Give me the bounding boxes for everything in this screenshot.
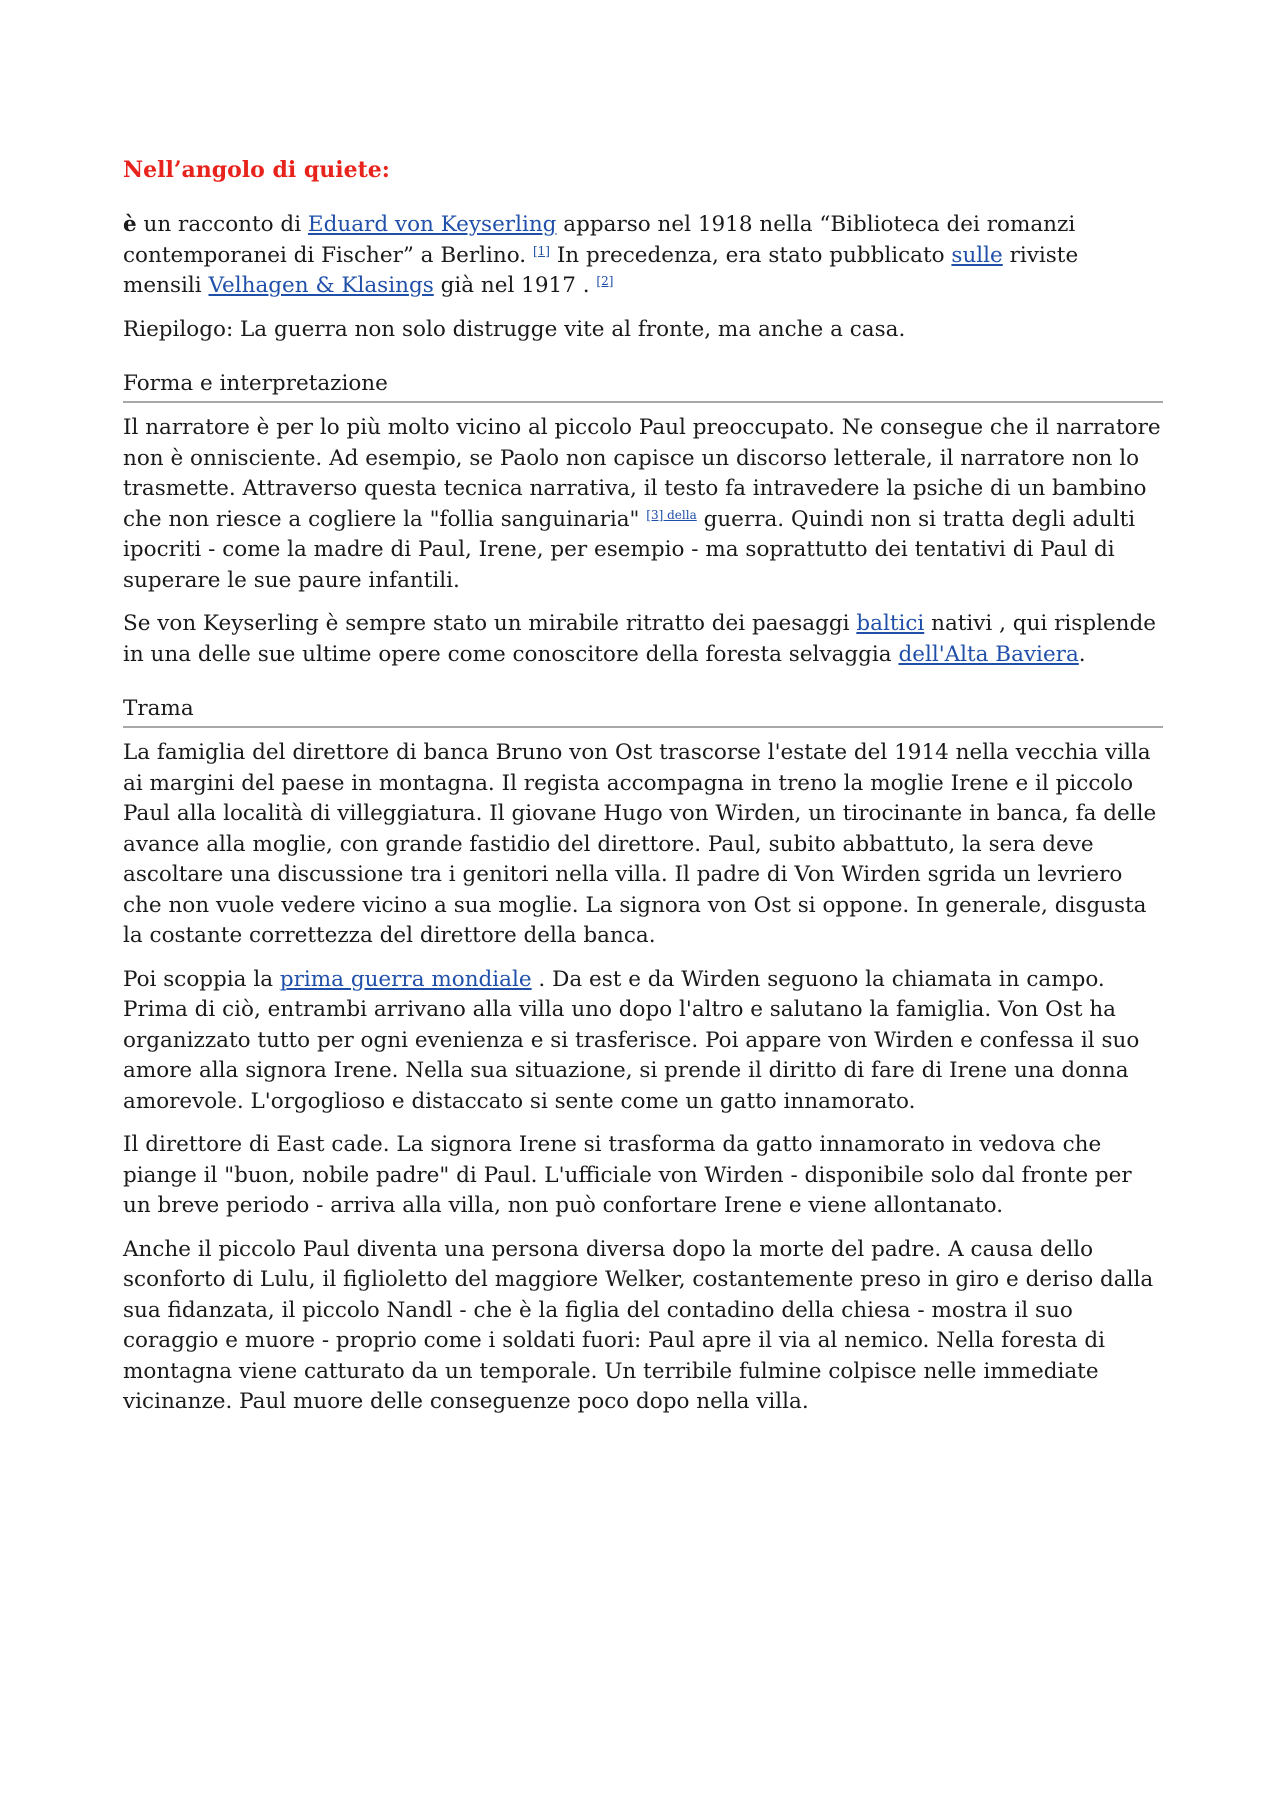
intro-text-1: un racconto di (136, 212, 308, 237)
footnote-ref-2[interactable]: [2] (596, 274, 614, 288)
form-p2-text-b: nativi , qui risplende in una delle sue ultime opere come conoscitore della foresta selvaggia (123, 611, 1157, 667)
plot-p2-text-a: Poi scoppia la (123, 966, 280, 992)
intro-text-2: apparso nel 1918 nella “Biblioteca dei romanzi contemporanei di Fischer” a Berlino. (123, 212, 1076, 268)
plot-paragraph-4: Anche il piccolo Paul diventa una persona diversa dopo la morte del padre. A causa dello sconforto di Lulu, il figlioletto del maggiore Welker, costantemente preso in giro e deriso dalla sua fidanzata, il piccolo Nandl - che è la figlia del contadino della chiesa - mostra il suo coraggio e muore - proprio come i soldati fuori: Paul apre il via al nemico. Nella foresta di montagna viene catturato da un temporale. Un terribile fulmine colpisce nelle immediate vicinanze. Paul muore delle conseguenze poco dopo nella villa. (123, 1236, 1154, 1414)
plot-paragraph-3: Il direttore di East cade. La signora Irene si trasforma da gatto innamorato in vedova che piange il "buon, nobile padre" di Paul. L'ufficiale von Wirden - disponibile solo dal fronte per un breve periodo - arriva alla villa, non può confortare Irene e viene allontanato. (123, 1132, 1132, 1218)
plot-p2-text-b: . Da est e da Wirden seguono la chiamata in campo. Prima di ciò, entrambi arrivano alla villa uno dopo l'altro e salutano la famiglia. Von Ost ha organizzato tutto per ogni evenienza e si trasferisce. Poi appare von Wirden e confessa il suo amore alla signora Irene. Nella sua situazione, si prende il diritto di fare di Irene una donna amorevole. L'orgoglioso e distaccato si sente come un gatto innamorato. (123, 966, 1140, 1114)
intro-text-5: già nel 1917 . (433, 273, 597, 298)
summary-paragraph: Riepilogo: La guerra non solo distrugge vite al fronte, ma anche a casa. (123, 316, 906, 342)
intro-text-4: riviste mensili (123, 242, 1079, 298)
footnote-ref-3[interactable]: [3] della (646, 507, 697, 522)
ww1-link[interactable]: prima guerra mondiale (279, 966, 532, 992)
baltici-link[interactable]: baltici (856, 611, 925, 636)
form-p2-text-a: Se von Keyserling è sempre stato un mirabile ritratto dei paesaggi (123, 611, 857, 636)
plot-paragraph-2 (123, 965, 1163, 1118)
form-paragraph-1 (123, 413, 1163, 596)
footnote-ref-1[interactable]: [1] (532, 243, 550, 258)
form-p2-text-c: . (1078, 641, 1086, 667)
velhagen-link[interactable]: Velhagen & Klasings (208, 273, 434, 298)
section-heading-form: Forma e interpretazione (123, 368, 1163, 403)
intro-text-3: In precedenza, era stato pubblicato (549, 242, 952, 268)
alta-baviera-link[interactable]: dell'Alta Baviera (898, 641, 1079, 667)
author-link[interactable]: Eduard von Keyserling (307, 212, 557, 237)
document-page (123, 150, 1163, 1431)
intro-bold-lead: è (123, 212, 137, 237)
document-title: Nell’angolo di quiete: (123, 157, 390, 183)
intro-paragraph (123, 210, 1163, 302)
section-heading-plot: Trama (123, 693, 1163, 728)
form-p1-text-a: Il narratore è per lo più molto vicino al piccolo Paul preoccupato. Ne consegue che il narratore non è onnisciente. Ad esempio, se Paolo non capisce un discorso letterale, il narratore non lo trasmette. Attraverso questa tecnica narrativa, il testo fa intravedere la psiche di un bambino che non riesce a cogliere la "follia sanguinaria" (123, 415, 1161, 532)
form-paragraph-2 (123, 609, 1163, 670)
plot-paragraph-1: La famiglia del direttore di banca Bruno von Ost trascorse l'estate del 1914 nella vecchia villa ai margini del paese in montagna. Il regista accompagna in treno la moglie Irene e il piccolo Paul alla località di villeggiatura. Il giovane Hugo von Wirden, un tirocinante in banca, fa delle avance alla moglie, con grande fastidio del direttore. Paul, subito abbattuto, la sera deve ascoltare una discussione tra i genitori nella villa. Il padre di Von Wirden sgrida un levriero che non vuole vedere vicino a sua moglie. La signora von Ost si oppone. In generale, disgusta la costante correttezza del direttore della banca. (123, 740, 1157, 948)
form-p1-text-b: guerra. Quindi non si tratta degli adulti ipocriti - come la madre di Paul, Irene, per esempio - ma soprattutto dei tentativi di Paul di superare le sue paure infantili. (123, 506, 1136, 593)
sulle-link[interactable]: sulle (951, 242, 1003, 268)
